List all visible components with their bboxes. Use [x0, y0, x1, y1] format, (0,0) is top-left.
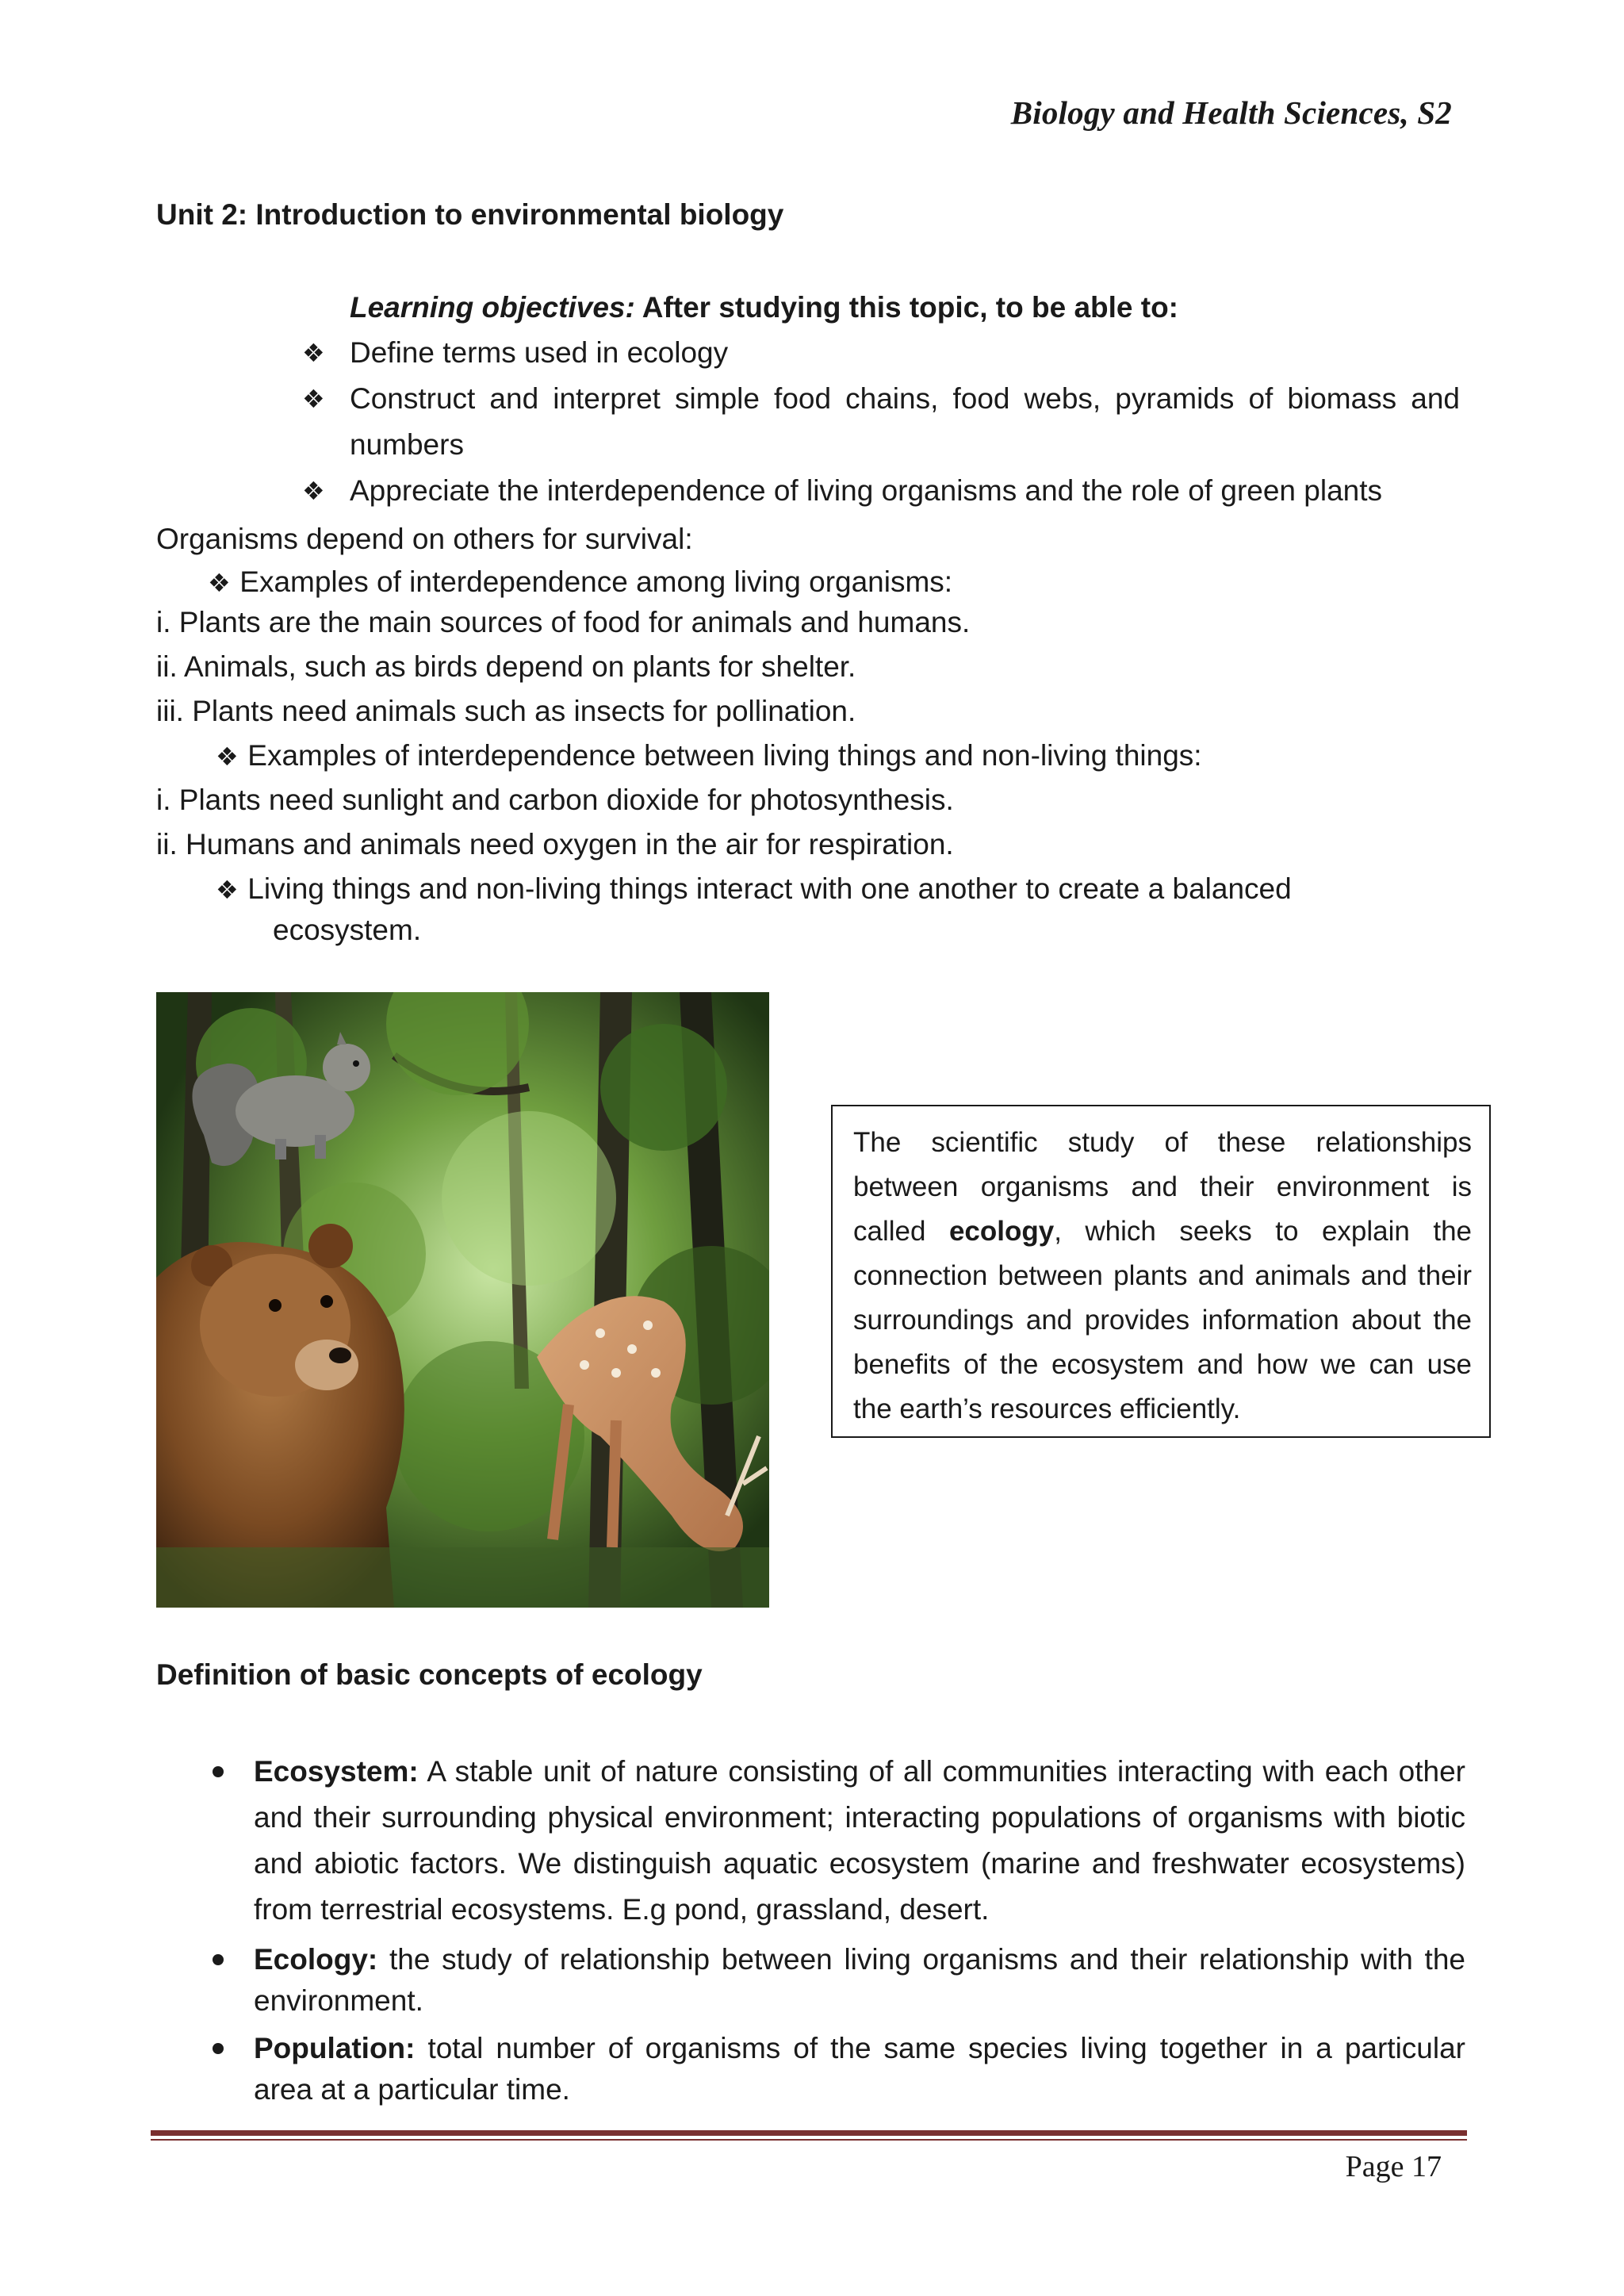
definition-item — [206, 1939, 1465, 2022]
objectives-heading — [350, 286, 1178, 330]
box-text-bold: ecology — [948, 1216, 1055, 1247]
footer-rule-thin — [151, 2139, 1467, 2141]
list1-item: iii. Plants need animals such as insects for pollination. — [156, 695, 856, 727]
list1-item: ii. Animals, such as birds depend on plants for shelter. — [156, 650, 856, 683]
box-text-post: , which seeks to explain the connection between plants and animals and their surroundings and provides information about the benefits of the ecosystem and how we can use the earth’s resources efficiently. — [853, 1216, 1473, 1424]
list2-item: ii. Humans and animals need oxygen in the air for respiration. — [156, 828, 954, 861]
definition-item — [206, 2028, 1465, 2110]
definition-term: Population: — [254, 2032, 416, 2064]
round-bullet-icon — [213, 1766, 224, 1777]
objective-item — [302, 468, 1460, 514]
round-bullet-icon — [213, 2043, 224, 2054]
definition-text: total number of organisms of the same species living together in a particular area at a particular time. — [254, 2032, 1465, 2106]
diamond-bullet-icon: ❖ — [302, 477, 325, 505]
definition-term: Ecosystem: — [254, 1755, 419, 1788]
objective-text: Appreciate the interdependence of living organisms and the role of green plants — [350, 474, 1383, 507]
round-bullet-icon — [213, 1954, 224, 1965]
interdependence-heading-1 — [208, 560, 952, 605]
objectives-label: Learning objectives: — [350, 291, 635, 324]
definition-text: A stable unit of nature consisting of all communities interacting with each other and their surrounding physical environment; interacting populations of organisms with biotic and abiotic factors. We distinguish aquatic ecosystem (marine and freshwater ecosystems) from terrestrial ecosystems. E.g pond, grassland, desert. — [254, 1755, 1465, 1926]
diamond-bullet-icon: ❖ — [216, 876, 239, 904]
box-text-pre: The scientific study of these relationships between organisms and their environment is called — [853, 1127, 1472, 1247]
objectives-intro: After studying this topic, to be able to: — [634, 291, 1178, 324]
heading-text: Examples of interdependence between living things and non-living things: — [247, 739, 1202, 772]
objective-text: Construct and interpret simple food chains, food webs, pyramids of biomass and numbers — [350, 382, 1460, 461]
diamond-bullet-icon: ❖ — [216, 742, 239, 771]
list1-item: i. Plants are the main sources of food for animals and humans. — [156, 606, 971, 638]
ecology-text-box — [831, 1105, 1491, 1438]
definition-item — [206, 1749, 1465, 1933]
definitions-title: Definition of basic concepts of ecology — [156, 1658, 703, 1691]
ecology-box-text — [853, 1121, 1472, 1432]
footer-rule-thick — [151, 2130, 1467, 2136]
running-header: Biology and Health Sciences, S2 — [1010, 94, 1452, 131]
diamond-bullet-icon: ❖ — [302, 339, 325, 367]
definition-term: Ecology: — [254, 1943, 378, 1976]
forest-animals-illustration — [156, 992, 769, 1608]
heading-text: Living things and non-living things interact with one another to create a balanced — [247, 872, 1292, 905]
heading-text: Examples of interdependence among living organisms: — [239, 565, 953, 598]
objective-text: Define terms used in ecology — [350, 336, 729, 369]
objectives-list — [302, 330, 1460, 514]
definition-text: the study of relationship between living organisms and their relationship with the environment. — [254, 1943, 1465, 2017]
diamond-bullet-icon: ❖ — [302, 385, 325, 413]
page-number: Page 17 — [1345, 2150, 1442, 2183]
definitions-list — [206, 1749, 1465, 2110]
forest-animals-photo — [156, 992, 769, 1608]
interdependence-heading-2 — [216, 734, 1202, 779]
diamond-bullet-icon: ❖ — [208, 569, 231, 597]
objective-item — [302, 376, 1460, 468]
unit-title: Unit 2: Introduction to environmental biology — [156, 198, 784, 231]
objective-item — [302, 330, 1460, 376]
interdependence-heading-3 — [216, 867, 1292, 912]
heading-continuation: ecosystem. — [273, 914, 422, 946]
body-intro: Organisms depend on others for survival: — [156, 523, 693, 555]
list2-item: i. Plants need sunlight and carbon dioxide for photosynthesis. — [156, 784, 954, 816]
